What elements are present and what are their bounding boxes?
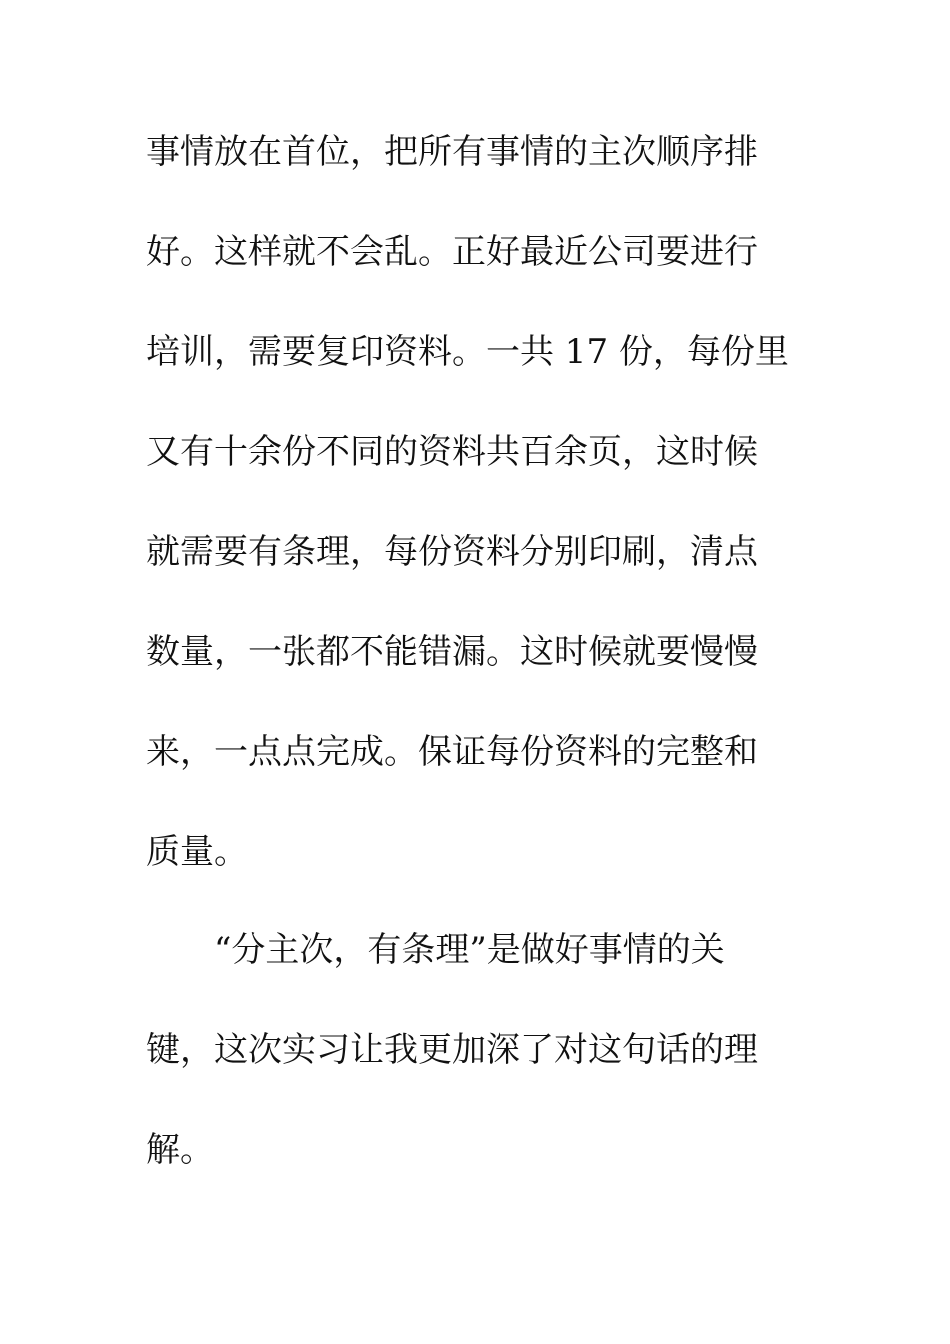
paragraph-line: 来，一点点完成。保证每份资料的完整和 — [146, 732, 758, 772]
paragraph-line: 数量，一张都不能错漏。这时候就要慢慢 — [146, 632, 758, 672]
paragraph-line: 就需要有条理，每份资料分别印刷，清点 — [146, 532, 758, 572]
paragraph-line: 解。 — [146, 1130, 214, 1170]
paragraph-line-indented: “分主次，有条理”是做好事情的关 — [214, 930, 725, 970]
paragraph-line: 键，这次实习让我更加深了对这句话的理 — [146, 1030, 758, 1070]
paragraph-line: 事情放在首位，把所有事情的主次顺序排 — [146, 132, 758, 172]
paragraph-line: 培训，需要复印资料。一共 17 份，每份里 — [146, 332, 789, 372]
paragraph-line: 质量。 — [146, 832, 248, 872]
paragraph-line: 又有十余份不同的资料共百余页，这时候 — [146, 432, 758, 472]
paragraph-line: 好。这样就不会乱。正好最近公司要进行 — [146, 232, 758, 272]
